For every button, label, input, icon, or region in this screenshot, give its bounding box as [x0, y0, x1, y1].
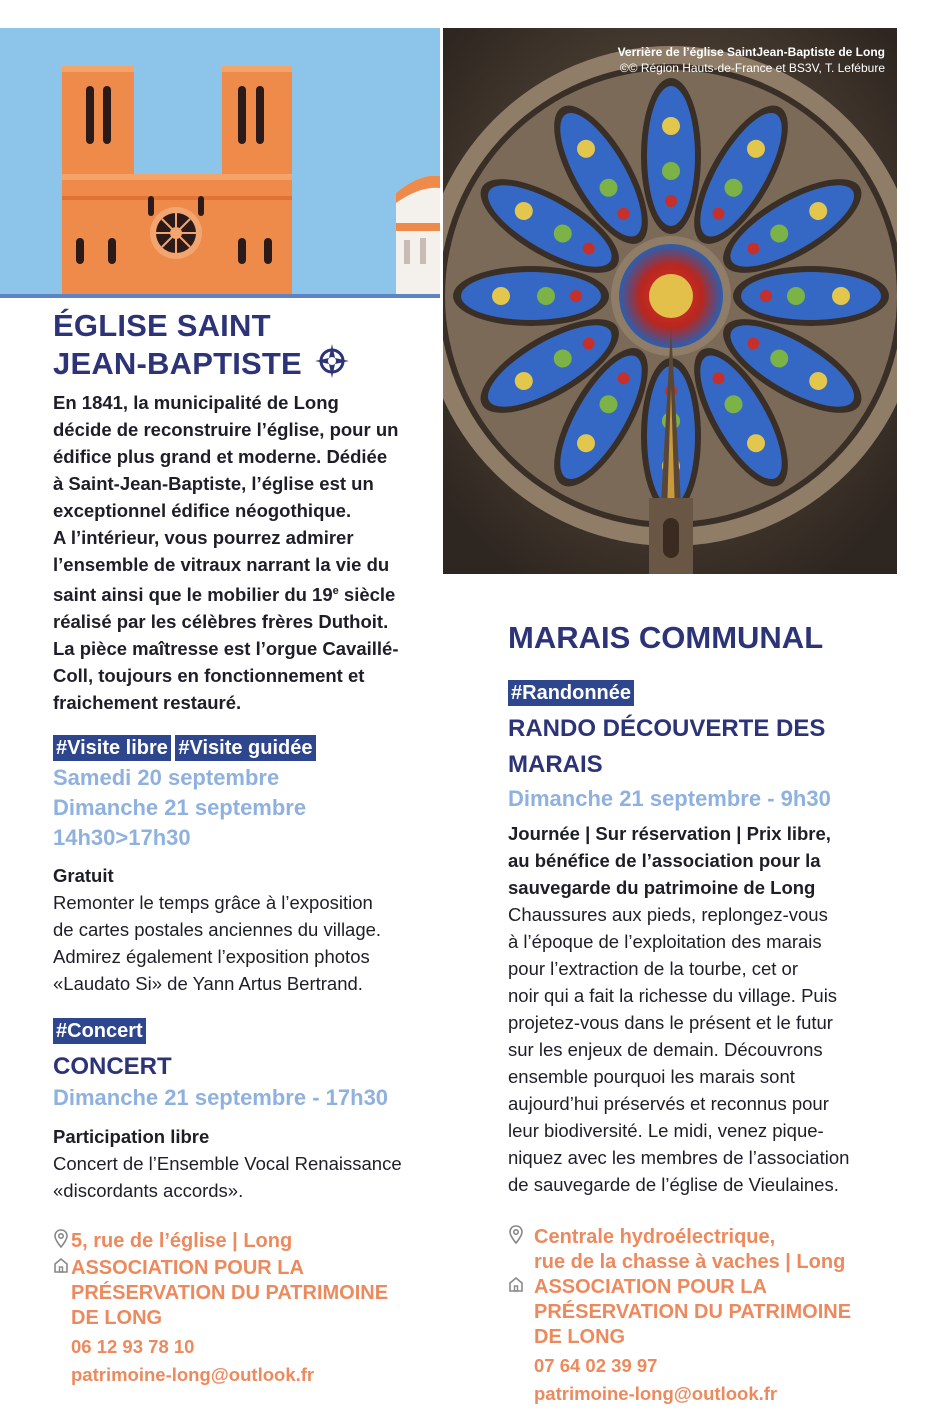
rando-info-line: Journée | Sur réservation | Prix libre,: [508, 823, 831, 844]
rando-text-line: à l’époque de l’exploitation des marais: [508, 931, 822, 952]
tag-randonnee[interactable]: #Randonnée: [508, 680, 634, 706]
left-org-line: DE LONG: [71, 1307, 163, 1329]
photo-caption-title: Verrière de l’église SaintJean-Baptiste de Long: [617, 45, 885, 59]
right-contact: [508, 1225, 908, 1408]
rando-text-line: de sauvegarde de l’église de Vieulaines.: [508, 1174, 839, 1195]
rando-text-line: ensemble pourquoi les marais sont: [508, 1066, 795, 1087]
concert-price: Participation libre: [53, 1126, 210, 1147]
right-org-line: DE LONG: [534, 1326, 626, 1348]
description-line: saint ainsi que le mobilier du 19e siècle: [53, 584, 396, 606]
visit-text-line: «Laudato Si» de Yann Artus Bertrand.: [53, 973, 363, 994]
visit-text-line: Admirez également l’exposition photos: [53, 946, 370, 967]
stained-glass-petal: [641, 78, 701, 234]
right-org-line: ASSOCIATION POUR LA: [534, 1276, 767, 1298]
visit-text-line: Remonter le temps grâce à l’exposition: [53, 892, 373, 913]
church-title-line1: ÉGLISE SAINT: [53, 308, 271, 343]
stained-glass-petal: [453, 266, 609, 326]
visit-info: [53, 862, 433, 997]
rando-text-line: pour l’extraction de la tourbe, cet or: [508, 958, 798, 979]
rando-date: Dimanche 21 septembre - 9h30: [508, 786, 831, 811]
compass-rose-icon: [315, 344, 349, 386]
rando-text-line: sur les enjeux de demain. Découvrons: [508, 1039, 823, 1060]
tag-visite-guidee[interactable]: #Visite guidée: [175, 735, 315, 761]
rando-title-line1: RANDO DÉCOUVERTE DES: [508, 715, 826, 742]
rando-title: [508, 711, 908, 783]
concert-text-line: «discordants accords».: [53, 1180, 244, 1201]
left-phone[interactable]: 06 12 93 78 10: [71, 1336, 195, 1357]
church-description: [53, 389, 433, 716]
rando-info-line: au bénéfice de l’association pour la: [508, 850, 821, 871]
description-line: fraichement restauré.: [53, 692, 242, 714]
description-line: l’ensemble de vitraux narrant la vie du: [53, 554, 390, 575]
description-line: décide de reconstruire l’église, pour un: [53, 419, 399, 440]
visit-hours: 14h30>17h30: [53, 825, 191, 850]
concert-text-line: Concert de l’Ensemble Vocal Renaissance: [53, 1153, 402, 1174]
left-column: [53, 308, 433, 386]
left-org-line: ASSOCIATION POUR LA: [71, 1257, 304, 1279]
photo-caption-credit: ©© Région Hauts-de-France et BS3V, T. Lefébure: [619, 61, 885, 75]
rose-window-photo: [443, 28, 897, 574]
rando-text-line: niquez avec les membres de l’association: [508, 1147, 850, 1168]
church-title-line2: JEAN-BAPTISTE: [53, 346, 302, 381]
concert-info: [53, 1123, 433, 1204]
description-line: Coll, toujours en fonctionnement et: [53, 665, 365, 687]
rando-text-line: projetez-vous dans le présent et le futur: [508, 1012, 833, 1033]
church-illustration: [0, 28, 440, 298]
description-line: exceptionnel édifice néogothique.: [53, 500, 352, 521]
description-line: édifice plus grand et moderne. Dédiée: [53, 446, 388, 467]
right-address-line: rue de la chasse à vaches | Long: [534, 1251, 846, 1273]
rando-title-line2: MARAIS: [508, 751, 603, 778]
left-contact: [53, 1229, 443, 1389]
location-pin-icon: [508, 1225, 526, 1275]
rando-text-line: leur biodiversité. Le midi, venez pique-: [508, 1120, 824, 1141]
left-org-line: PRÉSERVATION DU PATRIMOINE: [71, 1282, 389, 1304]
stained-glass-petal: [733, 266, 889, 326]
visit-price: Gratuit: [53, 865, 114, 886]
rando-text-line: Chaussures aux pieds, replongez-vous: [508, 904, 828, 925]
right-address-line: Centrale hydroélectrique,: [534, 1226, 776, 1248]
right-email[interactable]: patrimoine-long@outlook.fr: [534, 1383, 778, 1404]
right-org-line: PRÉSERVATION DU PATRIMOINE: [534, 1301, 852, 1323]
rando-text-line: aujourd’hui préservés et reconnus pour: [508, 1093, 829, 1114]
photo-caption: [618, 44, 885, 76]
visit-dates: [53, 763, 306, 853]
left-email[interactable]: patrimoine-long@outlook.fr: [71, 1364, 315, 1385]
concert-title: CONCERT: [53, 1053, 172, 1080]
location-pin-icon: [53, 1229, 71, 1256]
description-line: réalisé par les célèbres frères Duthoit.: [53, 611, 389, 633]
description-line: A l’intérieur, vous pourrez admirer: [53, 527, 354, 548]
concert-date: Dimanche 21 septembre - 17h30: [53, 1085, 389, 1110]
rando-info: [508, 820, 908, 1198]
tag-concert[interactable]: #Concert: [53, 1018, 146, 1044]
visit-tags: [53, 735, 316, 761]
tag-visite-libre[interactable]: #Visite libre: [53, 735, 171, 761]
rando-text-line: noir qui a fait la richesse du village. Puis: [508, 985, 838, 1006]
visit-date: Samedi 20 septembre: [53, 765, 280, 790]
church-title: [53, 308, 433, 386]
concert-tag-wrap: [53, 1018, 146, 1044]
visit-text-line: de cartes postales anciennes du village.: [53, 919, 382, 940]
home-icon: [508, 1275, 526, 1408]
visit-date: Dimanche 21 septembre: [53, 795, 307, 820]
rando-info-line: sauvegarde du patrimoine de Long: [508, 877, 816, 898]
left-address: 5, rue de l’église | Long: [71, 1230, 293, 1252]
description-line: En 1841, la municipalité de Long: [53, 392, 339, 413]
description-line: à Saint-Jean-Baptiste, l’église est un: [53, 473, 374, 494]
marais-title: MARAIS COMMUNAL: [508, 620, 824, 655]
right-phone[interactable]: 07 64 02 39 97: [534, 1355, 658, 1376]
description-line: La pièce maîtresse est l’orgue Cavaillé-: [53, 638, 399, 660]
home-icon: [53, 1256, 71, 1389]
rando-tag-wrap: [508, 680, 634, 706]
